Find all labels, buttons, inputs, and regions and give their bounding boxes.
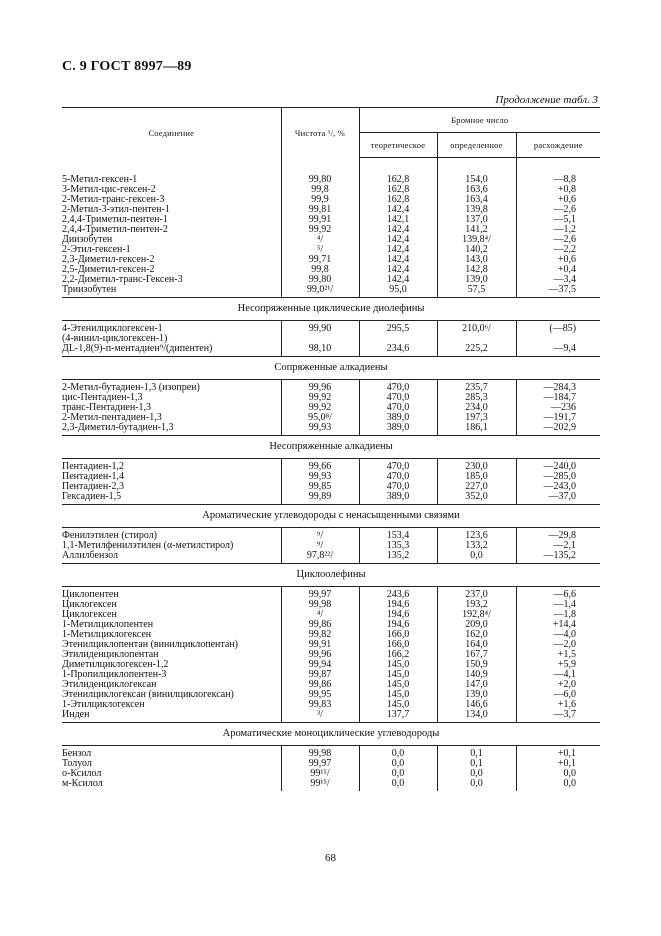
compound-name: Фенилэтилен (стирол) [62, 530, 158, 541]
theoretical-value: 470,0 [359, 393, 437, 403]
determined-value: 57,5 [437, 285, 516, 298]
difference-value: —37,5 [516, 285, 600, 298]
purity-value: 99,80 [281, 172, 359, 185]
table-row [62, 482, 600, 492]
purity-value: 99,89 [281, 492, 359, 505]
difference-value: (—85) [516, 321, 600, 335]
compound-name: Этилиденциклогексан [62, 679, 157, 690]
purity-value: 99,93 [281, 423, 359, 436]
difference-value: 0,0 [516, 779, 600, 791]
purity-value: 99,96 [281, 380, 359, 394]
compound-name: 1-Метилциклогексен [62, 629, 152, 640]
determined-value: 167,7 [437, 650, 516, 660]
compound-name: 2-Этил-гексен-1 [62, 244, 131, 255]
theoretical-value: 166,2 [359, 650, 437, 660]
table-row [62, 759, 600, 769]
table-row [62, 380, 600, 394]
theoretical-value: 145,0 [359, 660, 437, 670]
theoretical-value: 194,6 [359, 610, 437, 620]
table-row [62, 459, 600, 473]
purity-value: ⁵/ [281, 245, 359, 255]
purity-value: 95,0⁸/ [281, 413, 359, 423]
difference-value: —9,4 [516, 344, 600, 357]
theoretical-value: 145,0 [359, 690, 437, 700]
compound-name: цис-Пентадиен-1,3 [62, 392, 143, 403]
determined-value: 164,0 [437, 640, 516, 650]
purity-value: 99,82 [281, 630, 359, 640]
compound-name: Этенилциклопентан (винилциклопентан) [62, 639, 238, 650]
difference-value: +1,5 [516, 650, 600, 660]
theoretical-value: 137,7 [359, 710, 437, 723]
determined-value: 0,0 [437, 769, 516, 779]
section-header-row [62, 505, 600, 528]
determined-value: 186,1 [437, 423, 516, 436]
determined-value: 163,6 [437, 185, 516, 195]
difference-value: —191,7 [516, 413, 600, 423]
table-row [62, 472, 600, 482]
difference-value: —2,6 [516, 205, 600, 215]
difference-value: —2,6 [516, 235, 600, 245]
header-difference: расхождение [516, 133, 600, 158]
purity-value: 99,97 [281, 587, 359, 601]
table-row [62, 587, 600, 601]
difference-value: —2,0 [516, 640, 600, 650]
theoretical-value: 142,4 [359, 265, 437, 275]
header-determined: определенное [437, 133, 516, 158]
purity-value: 99,83 [281, 700, 359, 710]
compound-name: 1,1-Метилфенилэтилен (α-метилстирол) [62, 540, 234, 551]
difference-value: —1,8 [516, 610, 600, 620]
difference-value: —184,7 [516, 393, 600, 403]
table-row [62, 423, 600, 436]
purity-value: 99,92 [281, 393, 359, 403]
determined-value: 162,0 [437, 630, 516, 640]
purity-value: 97,8²²/ [281, 551, 359, 564]
theoretical-value: 470,0 [359, 459, 437, 473]
compound-name: 2-Метил-транс-гексен-3 [62, 194, 165, 205]
section-header-row [62, 723, 600, 746]
table-row [62, 769, 600, 779]
compound-name: 4-Этенилциклогексен-1 [62, 323, 163, 334]
purity-value: 99,9 [281, 195, 359, 205]
purity-value: 99,98 [281, 600, 359, 610]
table-row [62, 700, 600, 710]
compound-name: 2,4,4-Триметил-пентен-1 [62, 214, 168, 225]
determined-value: 185,0 [437, 472, 516, 482]
determined-value: 137,0 [437, 215, 516, 225]
theoretical-value: 142,4 [359, 225, 437, 235]
compound-name: 2,2-Диметил-транс-Гексен-3 [62, 274, 183, 285]
compound-name: Пентадиен-1,4 [62, 471, 125, 482]
theoretical-value: 470,0 [359, 403, 437, 413]
theoretical-value: 470,0 [359, 472, 437, 482]
difference-value: +2,0 [516, 680, 600, 690]
determined-value: 139,8⁴/ [437, 235, 516, 245]
purity-value: 99,66 [281, 459, 359, 473]
table-row [62, 285, 600, 298]
purity-value: 99,86 [281, 620, 359, 630]
determined-value: 0,0 [437, 779, 516, 791]
purity-value: 99,90 [281, 321, 359, 335]
determined-value: 192,8⁴/ [437, 610, 516, 620]
determined-value: 139,0 [437, 275, 516, 285]
table-row [62, 225, 600, 235]
theoretical-value: 142,4 [359, 205, 437, 215]
difference-value: —285,0 [516, 472, 600, 482]
theoretical-value: 142,4 [359, 275, 437, 285]
theoretical-value: 162,8 [359, 185, 437, 195]
theoretical-value: 0,0 [359, 746, 437, 760]
purity-value: 98,10 [281, 344, 359, 357]
table-row [62, 779, 600, 791]
determined-value: 225,2 [437, 344, 516, 357]
difference-value: +14,4 [516, 620, 600, 630]
determined-value: 154,0 [437, 172, 516, 185]
purity-value: 99,96 [281, 650, 359, 660]
theoretical-value: 234,6 [359, 344, 437, 357]
theoretical-value: 0,0 [359, 759, 437, 769]
determined-value: 143,0 [437, 255, 516, 265]
table-continuation-label: Продолжение табл. 3 [495, 94, 598, 106]
compound-name: 2-Метил-3-этил-пентен-1 [62, 204, 170, 215]
purity-value: ⁹/ [281, 528, 359, 542]
determined-value: 235,7 [437, 380, 516, 394]
determined-value: 133,2 [437, 541, 516, 551]
theoretical-value: 470,0 [359, 482, 437, 492]
determined-value: 230,0 [437, 459, 516, 473]
theoretical-value: 166,0 [359, 630, 437, 640]
table-row [62, 600, 600, 610]
theoretical-value: 95,0 [359, 285, 437, 298]
difference-value: —2,2 [516, 245, 600, 255]
section-title: Несопряженные алкадиены [62, 436, 600, 459]
purity-value: 99,86 [281, 680, 359, 690]
table-row [62, 528, 600, 542]
difference-value: —135,2 [516, 551, 600, 564]
difference-value: —29,8 [516, 528, 600, 542]
purity-value: 99,85 [281, 482, 359, 492]
section-title: Сопряженные алкадиены [62, 357, 600, 380]
determined-value: 142,8 [437, 265, 516, 275]
purity-value: 99,91 [281, 215, 359, 225]
determined-value: 134,0 [437, 710, 516, 723]
spacer-row [62, 158, 600, 173]
section-title: Несопряженные циклические диолефины [62, 298, 600, 321]
theoretical-value: 389,0 [359, 423, 437, 436]
theoretical-value: 295,5 [359, 321, 437, 335]
header-bromine-number: Бромное число [359, 108, 600, 133]
header-theoretical: теоретическое [359, 133, 437, 158]
table-row [62, 492, 600, 505]
difference-value: —6,0 [516, 690, 600, 700]
table-row [62, 235, 600, 245]
difference-value: +0,6 [516, 195, 600, 205]
difference-value: +1,6 [516, 700, 600, 710]
header-purity: Чистота ¹/, % [281, 108, 359, 158]
theoretical-value: 153,4 [359, 528, 437, 542]
purity-value: 99,92 [281, 225, 359, 235]
determined-value: 141,2 [437, 225, 516, 235]
difference-value: +0,1 [516, 759, 600, 769]
determined-value: 209,0 [437, 620, 516, 630]
difference-value: —243,0 [516, 482, 600, 492]
theoretical-value: 142,1 [359, 215, 437, 225]
purity-value: 99,93 [281, 472, 359, 482]
section-title: Циклоолефины [62, 564, 600, 587]
compound-name: 2-Метил-пентадиен-1,3 [62, 412, 162, 423]
table-row [62, 344, 600, 357]
purity-value: 99,8 [281, 265, 359, 275]
determined-value: 147,0 [437, 680, 516, 690]
compound-name: Инден [62, 709, 90, 720]
determined-value: 352,0 [437, 492, 516, 505]
compound-name: 2-Метил-бутадиен-1,3 (изопрен) [62, 382, 200, 393]
section-title: Ароматические углеводороды с ненасыщенными связями [62, 505, 600, 528]
table-row [62, 746, 600, 760]
determined-value: 210,0⁶/ [437, 321, 516, 335]
theoretical-value: 162,8 [359, 195, 437, 205]
determined-value: 0,0 [437, 551, 516, 564]
theoretical-value: 162,8 [359, 172, 437, 185]
purity-value: 99,81 [281, 205, 359, 215]
purity-value: ⁴/ [281, 610, 359, 620]
determined-value: 146,6 [437, 700, 516, 710]
purity-value: 99,97 [281, 759, 359, 769]
difference-value: +0,6 [516, 255, 600, 265]
purity-value: 99,91 [281, 640, 359, 650]
theoretical-value: 166,0 [359, 640, 437, 650]
theoretical-value: 145,0 [359, 680, 437, 690]
table-row [62, 710, 600, 723]
theoretical-value: 389,0 [359, 492, 437, 505]
theoretical-value: 142,4 [359, 245, 437, 255]
difference-value: +5,9 [516, 660, 600, 670]
determined-value: 0,1 [437, 759, 516, 769]
compound-name: Толуол [62, 758, 92, 769]
theoretical-value: 243,6 [359, 587, 437, 601]
determined-value: 193,2 [437, 600, 516, 610]
compound-name: Циклогексен [62, 609, 117, 620]
difference-value: +0,4 [516, 265, 600, 275]
purity-value: 99,8 [281, 185, 359, 195]
theoretical-value: 142,4 [359, 235, 437, 245]
determined-value: 150,9 [437, 660, 516, 670]
page-number: 68 [325, 852, 336, 864]
difference-value: —4,0 [516, 630, 600, 640]
purity-value: ⁹/ [281, 541, 359, 551]
compound-name: о-Ксилол [62, 768, 102, 779]
compound-name: Аллилбензол [62, 550, 119, 561]
purity-value: ⁴/ [281, 235, 359, 245]
difference-value: —4,1 [516, 670, 600, 680]
compound-name: Пентадиен-1,2 [62, 461, 125, 472]
theoretical-value: 145,0 [359, 700, 437, 710]
determined-value: 0,1 [437, 746, 516, 760]
theoretical-value: 135,2 [359, 551, 437, 564]
purity-value: ³/ [281, 710, 359, 723]
compound-name: 5-Метил-гексен-1 [62, 174, 138, 185]
compound-name: 1-Этилциклогексен [62, 699, 145, 710]
compound-name: Этилиденциклопентан [62, 649, 159, 660]
theoretical-value: 145,0 [359, 670, 437, 680]
purity-value: 99,71 [281, 255, 359, 265]
difference-value: —1,2 [516, 225, 600, 235]
difference-value: —3,4 [516, 275, 600, 285]
difference-value: —6,6 [516, 587, 600, 601]
table-row [62, 551, 600, 564]
purity-value: 99,80 [281, 275, 359, 285]
compound-name: Триизобутен [62, 284, 117, 295]
determined-value: 285,3 [437, 393, 516, 403]
determined-value: 139,0 [437, 690, 516, 700]
difference-value: —37,0 [516, 492, 600, 505]
purity-value: 99,87 [281, 670, 359, 680]
compound-name: 2,5-Диметил-гексен-2 [62, 264, 155, 275]
determined-value: 163,4 [437, 195, 516, 205]
theoretical-value: 135,3 [359, 541, 437, 551]
compound-name: 2,3-Диметил-бутадиен-1,3 [62, 422, 174, 433]
compound-name: 1-Пропилциклопентен-3 [62, 669, 167, 680]
determined-value: 140,9 [437, 670, 516, 680]
difference-value: —284,3 [516, 380, 600, 394]
determined-value: 140,2 [437, 245, 516, 255]
compound-name: 3-Метил-цис-гексен-2 [62, 184, 156, 195]
compound-name: 2,3-Диметил-гексен-2 [62, 254, 155, 265]
theoretical-value: 389,0 [359, 413, 437, 423]
bromine-number-table [62, 107, 600, 791]
determined-value: 227,0 [437, 482, 516, 492]
theoretical-value: 142,4 [359, 255, 437, 265]
compound-name: м-Ксилол [62, 778, 103, 789]
purity-value: 99,95 [281, 690, 359, 700]
difference-value: —236 [516, 403, 600, 413]
section-header-row [62, 564, 600, 587]
determined-value: 234,0 [437, 403, 516, 413]
difference-value: —3,7 [516, 710, 600, 723]
page-header: С. 9 ГОСТ 8997—89 [62, 59, 192, 74]
difference-value: —1,4 [516, 600, 600, 610]
determined-value: 197,3 [437, 413, 516, 423]
theoretical-value: 470,0 [359, 380, 437, 394]
determined-value: 237,0 [437, 587, 516, 601]
compound-name: Гексадиен-1,5 [62, 491, 122, 502]
determined-value: 123,6 [437, 528, 516, 542]
section-title: Ароматические моноциклические углеводороды [62, 723, 600, 746]
purity-value: 99¹⁵/ [281, 779, 359, 791]
difference-value: +0,1 [516, 746, 600, 760]
compound-name: Циклогексен [62, 599, 117, 610]
compound-name: 2,4,4-Триметил-пентен-2 [62, 224, 168, 235]
theoretical-value: 194,6 [359, 620, 437, 630]
compound-name: (4-винил-циклогексен-1) [62, 333, 168, 344]
purity-value: 99,92 [281, 403, 359, 413]
purity-value: 99,0²¹/ [281, 285, 359, 298]
difference-value: —202,9 [516, 423, 600, 436]
header-compound: Соединение [148, 127, 195, 138]
section-header-row [62, 298, 600, 321]
table-body [62, 158, 600, 792]
difference-value: —240,0 [516, 459, 600, 473]
theoretical-value: 0,0 [359, 769, 437, 779]
difference-value: —8,8 [516, 172, 600, 185]
compound-name: 1-Метилциклопентен [62, 619, 154, 630]
purity-value: 99,94 [281, 660, 359, 670]
compound-name: Диизобутен [62, 234, 113, 245]
purity-value: 99¹⁵/ [281, 769, 359, 779]
theoretical-value: 194,6 [359, 600, 437, 610]
theoretical-value: 0,0 [359, 779, 437, 791]
purity-value: 99,98 [281, 746, 359, 760]
compound-name: транс-Пентадиен-1,3 [62, 402, 152, 413]
determined-value: 139,8 [437, 205, 516, 215]
section-header-row [62, 357, 600, 380]
difference-value: —2,1 [516, 541, 600, 551]
difference-value: +0,8 [516, 185, 600, 195]
section-header-row [62, 436, 600, 459]
table-row [62, 321, 600, 335]
compound-name: Этенилциклогексан (винилциклогексан) [62, 689, 234, 700]
difference-value: —5,1 [516, 215, 600, 225]
difference-value: 0,0 [516, 769, 600, 779]
compound-name: ДL-1,8(9)-п-ментадиен⁹/(дипентен) [62, 343, 213, 354]
compound-name: Диметилциклогексен-1,2 [62, 659, 169, 670]
compound-name: Бензол [62, 748, 92, 759]
compound-name: Циклопентен [62, 589, 119, 600]
compound-name: Пентадиен-2,3 [62, 481, 125, 492]
